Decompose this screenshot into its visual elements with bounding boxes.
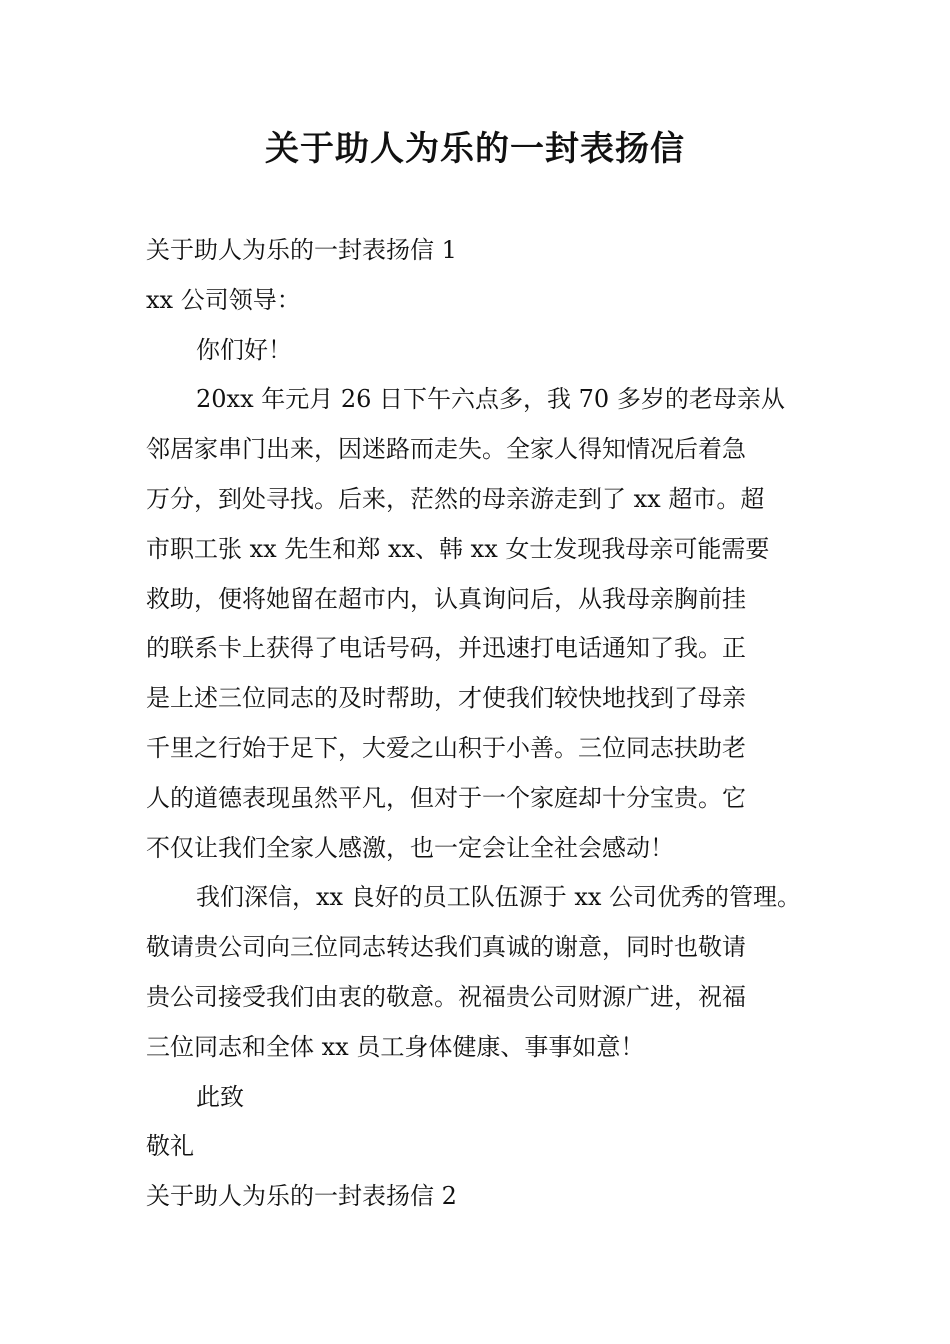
- body-line: 市职工张 xx 先生和郑 xx、韩 xx 女士发现我母亲可能需要: [146, 534, 770, 563]
- closing-salute: 敬礼: [146, 1132, 194, 1161]
- body-line: 三位同志和全体 xx 员工身体健康、事事如意！: [146, 1032, 645, 1061]
- body-line: 邻居家串门出来，因迷路而走失。全家人得知情况后着急: [146, 435, 746, 464]
- section-heading-2: 关于助人为乐的一封表扬信 2: [146, 1182, 457, 1211]
- body-line: 贵公司接受我们由衷的敬意。祝福贵公司财源广进，祝福: [146, 982, 746, 1011]
- closing: 此致: [196, 1082, 244, 1111]
- body-line: 万分，到处寻找。后来，茫然的母亲游走到了 xx 超市。超: [146, 484, 765, 513]
- body-line: 救助，便将她留在超市内，认真询问后，从我母亲胸前挂: [146, 584, 746, 613]
- salutation: xx 公司领导：: [146, 285, 301, 314]
- body-line: 千里之行始于足下，大爱之山积于小善。三位同志扶助老: [146, 733, 746, 762]
- section-heading-1: 关于助人为乐的一封表扬信 1: [146, 236, 457, 264]
- body-line: 不仅让我们全家人感激，也一定会让全社会感动！: [146, 833, 674, 862]
- body-line: 20xx 年元月 26 日下午六点多，我 70 多岁的老母亲从: [196, 385, 785, 414]
- body-line: 我们深信，xx 良好的员工队伍源于 xx 公司优秀的管理。: [196, 883, 802, 912]
- document-body: [146, 226, 826, 1222]
- body-line: 人的道德表现虽然平凡，但对于一个家庭却十分宝贵。它: [146, 783, 746, 812]
- body-line: 敬请贵公司向三位同志转达我们真诚的谢意，同时也敬请: [146, 933, 746, 962]
- body-line: 是上述三位同志的及时帮助，才使我们较快地找到了母亲: [146, 684, 746, 713]
- document-title: 关于助人为乐的一封表扬信: [265, 129, 685, 169]
- greeting: 你们好！: [196, 335, 292, 364]
- body-line: 的联系卡上获得了电话号码，并迅速打电话通知了我。正: [146, 634, 746, 663]
